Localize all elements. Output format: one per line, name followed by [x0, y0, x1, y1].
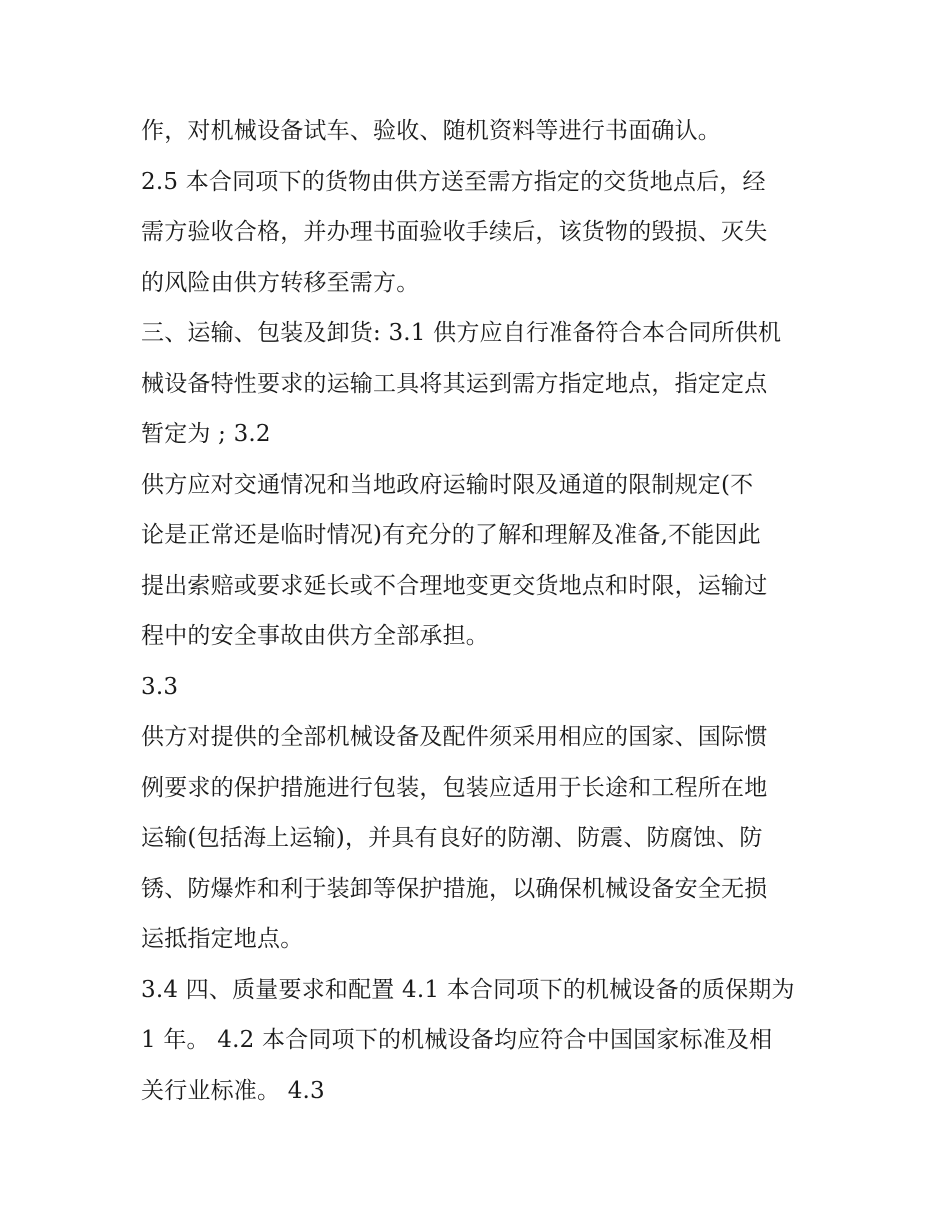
text-line: 论是正常还是临时情况)有充分的了解和理解及准备,不能因此: [141, 522, 761, 548]
text-line: 提出索赔或要求延长或不合理地变更交货地点和时限，运输过: [141, 572, 768, 599]
text-line: 运抵指定地点。: [141, 926, 304, 952]
text-line: 供方应对交通情况和当地政府运输时限及通道的限制规定(不: [141, 471, 754, 498]
text-line: 需方验收合格，并办理书面验收手续后，该货物的毁损、灭失: [141, 219, 768, 245]
document-body: [141, 106, 821, 1116]
text-line: 暂定为 ; 3.2: [141, 421, 271, 447]
text-line: 3.4 四、质量要求和配置 4.1 本合同项下的机械设备的质保期为: [141, 976, 795, 1003]
text-line: 3.3: [141, 673, 179, 700]
text-line: 械设备特性要求的运输工具将其运到需方指定地点，指定定点: [141, 370, 768, 397]
text-line: 供方对提供的全部机械设备及配件须采用相应的国家、国际惯: [141, 724, 768, 750]
text-line: 的风险由供方转移至需方。: [141, 269, 420, 296]
text-line: 锈、防爆炸和利于装卸等保护措施，以确保机械设备安全无损: [141, 875, 768, 902]
text-line: 运输(包括海上运输)，并具有良好的防潮、防震、防腐蚀、防: [141, 825, 763, 851]
text-line: 例要求的保护措施进行包装，包装应适用于长途和工程所在地: [141, 774, 768, 801]
text-line: 作，对机械设备试车、验收、随机资料等进行书面确认。: [141, 118, 721, 144]
text-line: 关行业标准。 4.3: [141, 1077, 325, 1104]
text-line: 程中的安全事故由供方全部承担。: [141, 623, 489, 649]
text-line: 2.5 本合同项下的货物由供方送至需方指定的交货地点后，经: [141, 168, 766, 195]
text-line: 三、运输、包装及卸货: 3.1 供方应自行准备符合本合同所供机: [141, 320, 782, 346]
text-line: 1 年。 4.2 本合同项下的机械设备均应符合中国国家标准及相: [141, 1027, 773, 1053]
